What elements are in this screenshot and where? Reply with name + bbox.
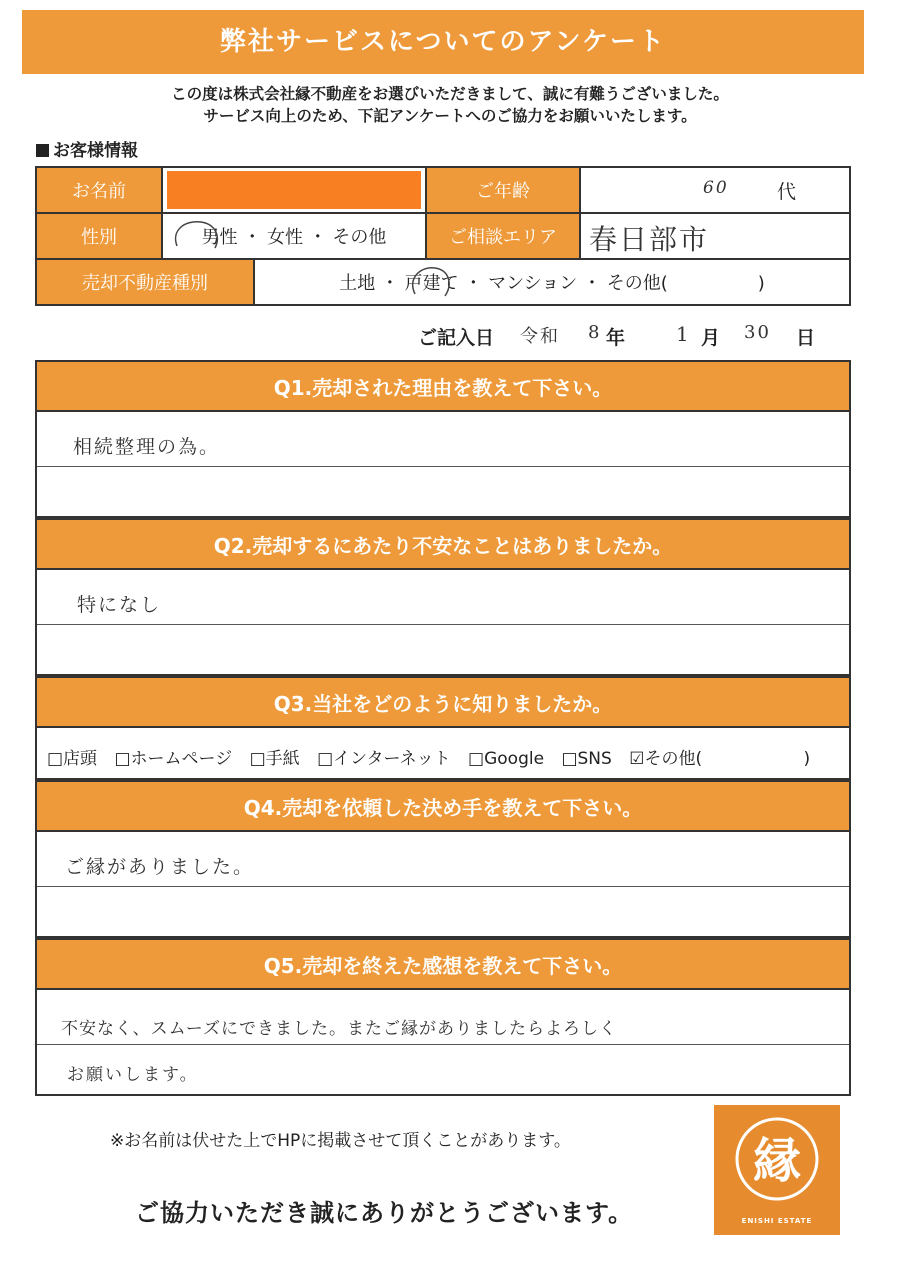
age-value: 60 代: [581, 168, 849, 212]
question-5-heading: Q5.売却を終えた感想を教えて下さい。: [37, 940, 849, 990]
question-4-heading: Q4.売却を依頼した決め手を教えて下さい。: [37, 782, 849, 832]
question-5-answer-line-2: お願いします。: [67, 1065, 199, 1085]
name-redaction: [167, 171, 421, 209]
square-bullet-icon: [36, 144, 49, 157]
customer-info-heading: お客様情報: [36, 136, 138, 161]
option-google[interactable]: □Google: [468, 749, 545, 769]
question-2-heading: Q2.売却するにあたり不安なことはありましたか。: [37, 520, 849, 570]
privacy-note: ※お名前は伏せた上でHPに掲載させて頂くことがあります。: [110, 1131, 571, 1151]
property-type-label: 売却不動産種別: [37, 260, 255, 304]
day-unit: 日: [796, 327, 816, 349]
entry-date-era: 令和: [520, 326, 560, 347]
entry-date-day: 30: [744, 322, 771, 343]
gender-options: 男性 ・ 女性 ・ その他: [163, 214, 425, 258]
question-3-heading: Q3.当社をどのように知りましたか。: [37, 678, 849, 728]
selection-circle-icon: [407, 262, 455, 302]
thanks-message: ご協力いただき誠にありがとうございます。: [135, 1199, 634, 1227]
option-store[interactable]: □店頭: [47, 749, 98, 769]
entry-date-year: 8: [588, 322, 602, 343]
question-1-heading: Q1.売却された理由を教えて下さい。: [37, 362, 849, 412]
question-2-answer: 特になし: [77, 594, 162, 616]
question-5-answer-line-1: 不安なく、スムーズにできました。またご縁がありましたらよろしく: [61, 1019, 617, 1039]
question-4-answer: ご縁がありました。: [65, 856, 255, 878]
area-label: ご相談エリア: [425, 214, 581, 258]
entry-date-label: ご記入日: [418, 327, 495, 349]
age-label: ご年齢: [425, 168, 581, 212]
option-other[interactable]: ☑その他(: [629, 749, 703, 769]
option-homepage[interactable]: □ホームページ: [114, 749, 233, 769]
option-letter[interactable]: □手紙: [249, 749, 300, 769]
svg-text:縁: 縁: [752, 1133, 802, 1189]
name-value: [163, 168, 425, 212]
logo-emblem-icon: [714, 1105, 840, 1217]
intro-line-1: この度は株式会社縁不動産をお選びいただきまして、誠に有難うございました。: [171, 85, 729, 103]
intro-line-2: サービス向上のため、下記アンケートへのご協力をお願いいたします。: [203, 107, 697, 125]
question-1-answer: 相続整理の為。: [73, 436, 221, 458]
option-sns[interactable]: □SNS: [561, 749, 612, 769]
month-unit: 月: [701, 327, 721, 349]
option-other-close: ): [803, 749, 811, 769]
area-value: 春日部市: [581, 214, 849, 258]
property-type-options: 土地 ・ 戸建て ・ マンション ・ その他( ): [255, 260, 849, 304]
question-1-box: [35, 360, 851, 518]
company-logo: [714, 1105, 840, 1235]
question-2-box: [35, 518, 851, 676]
customer-info-table: [35, 166, 851, 306]
question-3-options: [47, 744, 822, 769]
year-unit: 年: [606, 327, 626, 349]
name-label: お名前: [37, 168, 163, 212]
question-5-box: [35, 938, 851, 1096]
gender-label: 性別: [37, 214, 163, 258]
option-internet[interactable]: □インターネット: [317, 749, 451, 769]
entry-date-month: 1: [676, 322, 691, 346]
logo-text: ENISHI ESTATE: [741, 1217, 813, 1225]
survey-title-banner: 弊社サービスについてのアンケート: [22, 10, 864, 74]
selection-circle-icon: [171, 216, 223, 256]
question-4-box: [35, 780, 851, 938]
